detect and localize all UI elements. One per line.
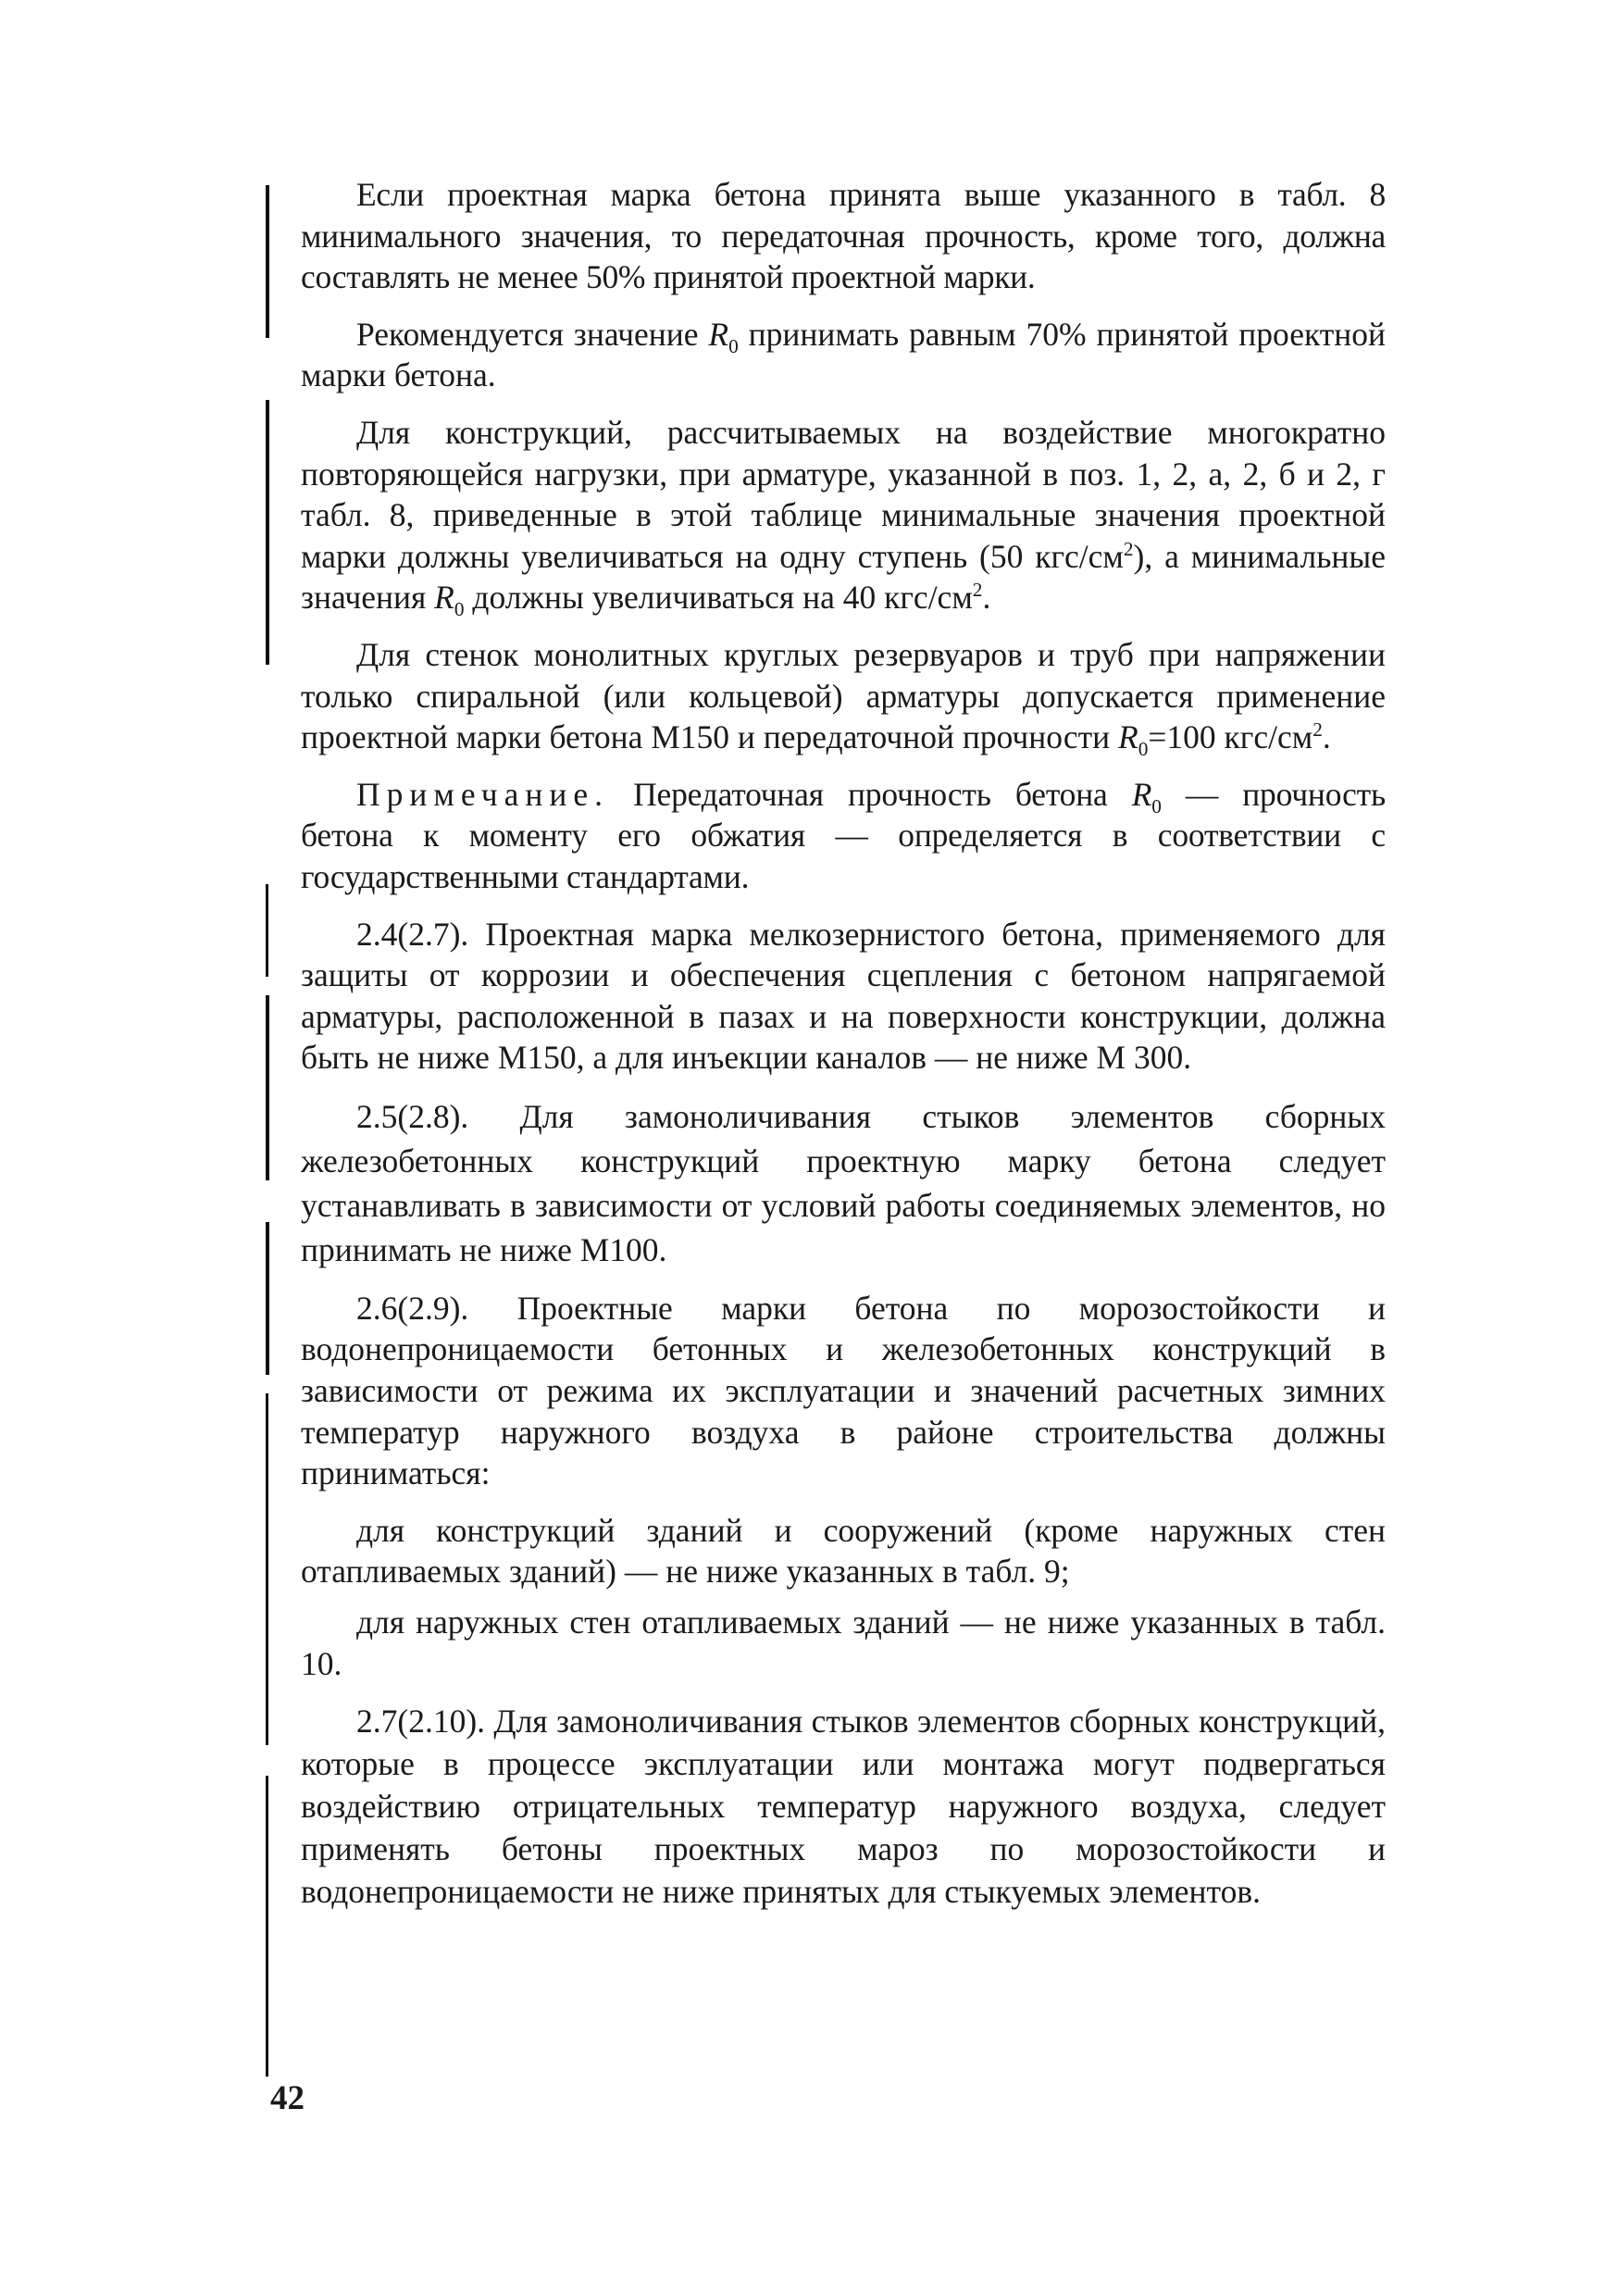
paragraph-text: Если проектная марка бетона принята выше указанного в табл. 8 минимального значения, то передаточная прочность, кроме того, должна составлять не менее 50% принятой проектной марки. [301,176,1386,296]
subscript: 0 [1138,738,1149,761]
paragraph-text: =100 кгс/см [1148,718,1313,756]
revision-bar [266,400,269,665]
paragraph [301,1602,1386,1684]
variable: R [1118,718,1138,756]
paragraph-text: Для конструкций, рассчитываемых на воздействие многократно повторяющейся нагрузки, при арматуре, указанной в поз. 1, 2, а, 2, б и 2, г табл. 8, приведенные в этой таблице минимальные значения проектной марки должны увеличиваться на одну ступень (50 кгс/см [301,413,1386,575]
superscript: 2 [972,579,983,602]
paragraph-text: Рекомендуется значение [356,315,709,353]
paragraph-text: . [1322,718,1331,756]
paragraph-text: Для стенок монолитных круглых резервуаров и труб при напряжении только спиральной (или кольцевой) арматуры допускается применение проектной марки бетона М150 и передаточной прочности [301,635,1386,756]
paragraph [301,1094,1386,1272]
revision-bar [266,884,268,977]
paragraph-text: ), а минимальные значения [301,537,1387,617]
paragraph-text: . [982,579,991,617]
body-text [301,174,1386,1928]
paragraph-text: для конструкций зданий и сооружений (кроме наружных стен отапливаемых зданий) — не ниже указанных в табл. 9; [301,1511,1386,1591]
revision-bar [266,1776,268,2077]
revision-bar [266,995,269,1180]
paragraph [301,1288,1386,1494]
paragraph [301,914,1386,1079]
paragraph [301,174,1386,298]
paragraph-text: 2.7(2.10). Для замоноличивания стыков элементов сборных конструкций, которые в процессе эксплуатации или монтажа могут подвергаться воздействию отрицательных температур наружного воздуха, следует применять бетоны проектных мароз по морозостойкости и водонепроницаемости не ниже принятых для стыкуемых элементов. [301,1703,1386,1911]
paragraph-text: для наружных стен отапливаемых зданий — не ниже указанных в табл. 10. [301,1603,1386,1682]
paragraph [301,634,1386,761]
paragraph-text: 2.5(2.8). Для замоноличивания стыков элементов сборных железобетонных конструкций проектную марку бетона следует устанавливать в зависимости от условий работы соединяемых элементов, но принимать не ниже М100. [301,1097,1386,1268]
revision-bar [266,1393,268,1745]
paragraph-text: 2.6(2.9). Проектные марки бетона по морозостойкости и водонепроницаемости бетонных и железобетонных конструкций в зависимости от режима их эксплуатации и значений расчетных зимних температур наружного воздуха в районе строительства должны приниматься: [301,1289,1386,1492]
subscript: 0 [1151,794,1162,817]
paragraph [301,314,1386,396]
superscript: 2 [1312,718,1323,742]
revision-bar [266,185,269,338]
variable: R [434,579,454,617]
paragraph-text: Передаточная прочность бетона [608,775,1132,813]
note-paragraph [301,774,1386,898]
note-label: Примечание. [356,775,609,813]
variable: R [1131,775,1152,813]
paragraph [301,1510,1386,1592]
superscript: 2 [1123,537,1134,560]
subscript: 0 [728,334,739,357]
paragraph [301,1700,1386,1913]
page-number: 42 [270,2079,305,2117]
paragraph-text: должны увеличиваться на 40 кгс/см [464,579,973,617]
paragraph-text: 2.4(2.7). Проектная марка мелкозернистого бетона, применяемого для защиты от коррозии и обеспечения сцепления с бетоном напрягаемой арматуры, расположенной в пазах и на поверхности конструкции, должна быть не ниже М150, а для инъекции каналов — не ниже М 300. [301,915,1386,1077]
revision-bar [266,1222,269,1375]
paragraph-text: — прочность бетона к моменту его обжатия — определяется в соответствии с государственными стандартами. [301,775,1386,895]
paragraph [301,412,1387,621]
variable: R [708,315,729,353]
paragraph-text: принимать равным 70% принятой проектной марки бетона. [301,315,1386,394]
subscript: 0 [454,598,465,621]
